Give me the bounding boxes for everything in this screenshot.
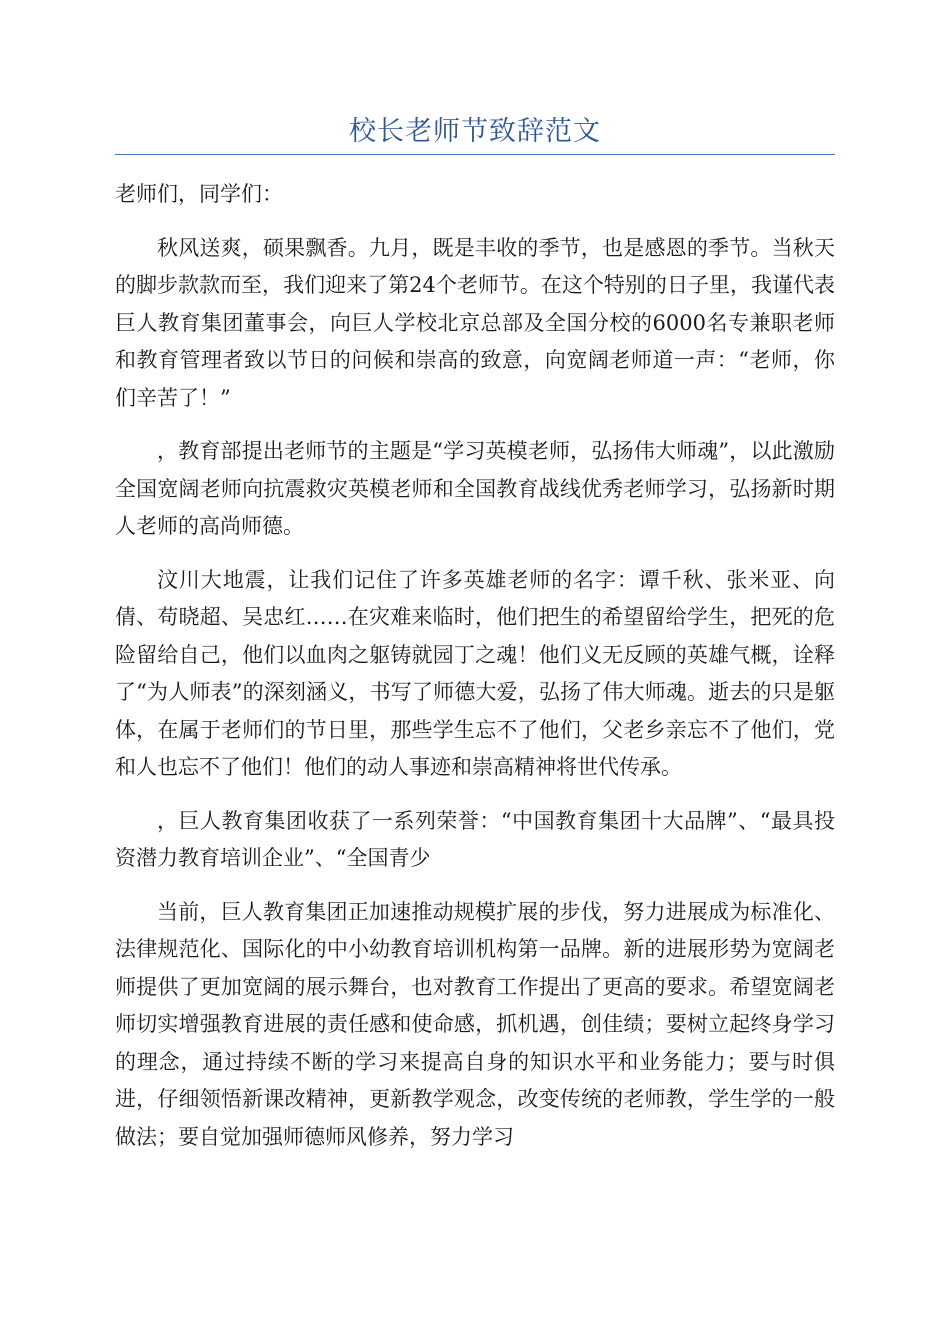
document-body [115,176,835,1172]
paragraph-2: ，教育部提出老师节的主题是“学习英模老师，弘扬伟大师魂”，以此激励全国宽阔老师向抗震救灾英模老师和全国教育战线优秀老师学习，弘扬新时期人老师的高尚师德。 [115,439,835,538]
paragraph-4: ，巨人教育集团收获了一系列荣誉：“中国教育集团十大品牌”、“最具投资潜力教育培训企业”、“全国青少 [115,808,835,870]
document-title: 校长老师节致辞范文 [349,116,601,147]
paragraph-3: 汶川大地震，让我们记住了许多英雄老师的名字：谭千秋、张米亚、向倩、苟晓超、吴忠红……在灾难来临时，他们把生的希望留给学生，把死的危险留给自己，他们以血肉之躯铸就园丁之魂！他们义无反顾的英雄气概，诠释了“为人师表”的深刻涵义，书写了师德大爱，弘扬了伟大师魂。逝去的只是躯体，在属于老师们的节日里，那些学生忘不了他们，父老乡亲忘不了他们，党和人也忘不了他们！他们的动人事迹和崇高精神将世代传承。 [115,567,835,779]
paragraph-5: 当前，巨人教育集团正加速推动规模扩展的步伐，努力进展成为标准化、法律规范化、国际化的中小幼教育培训机构第一品牌。新的进展形势为宽阔老师提供了更加宽阔的展示舞台，也对教育工作提出了更高的要求。希望宽阔老师切实增强教育进展的责任感和使命感，抓机遇，创佳绩；要树立起终身学习的理念，通过持续不断的学习来提高自身的知识水平和业务能力；要与时俱进，仔细领悟新课改精神，更新教学观念，改变传统的老师教，学生学的一般做法；要自觉加强师德师风修养，努力学习 [115,899,835,1149]
salutation: 老师们，同学们： [115,182,283,206]
title-underline [115,154,835,155]
paragraph-1: 秋风送爽，硕果飘香。九月，既是丰收的季节，也是感恩的季节。当秋天的脚步款款而至，我们迎来了第24个老师节。在这个特别的日子里，我谨代表巨人教育集团董事会，向巨人学校北京总部及全国分校的6000名专兼职老师和教育管理者致以节日的问候和崇高的致意，向宽阔老师道一声：“老师，你们辛苦了！” [115,235,835,410]
